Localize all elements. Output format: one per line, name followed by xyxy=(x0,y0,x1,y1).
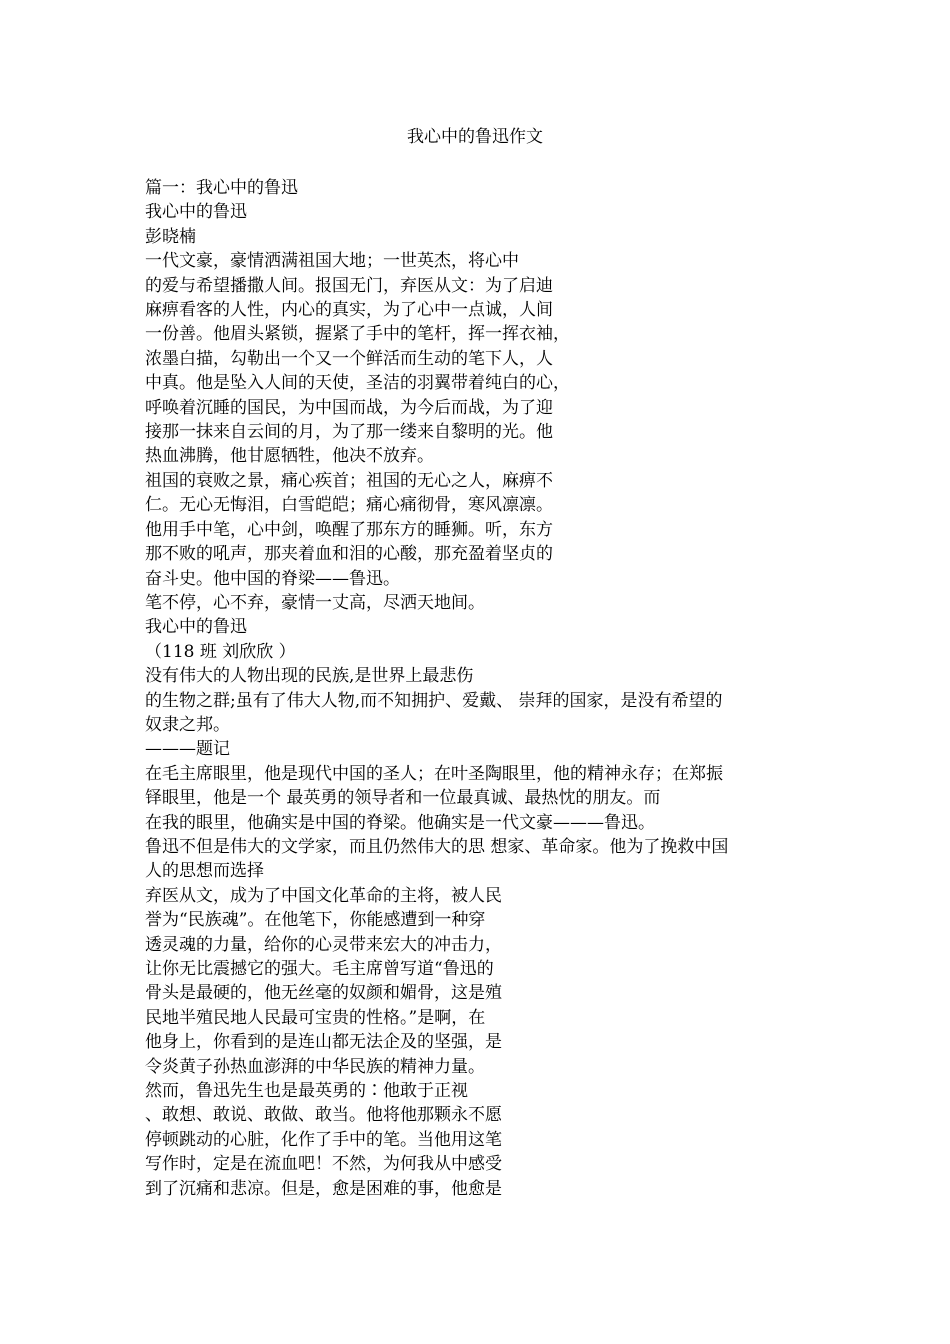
text-line: 我心中的鲁迅 xyxy=(145,202,247,223)
text-line: 麻痹看客的人性，内心的真实，为了心中一点诚，人间 xyxy=(145,300,553,321)
text-line: 弃医从文，成为了中国文化革命的主将，被人民 xyxy=(145,885,502,906)
text-line: 篇一：我心中的鲁迅 xyxy=(145,178,298,198)
text-line: 写作时，定是在流血吧！不然，为何我从中感受 xyxy=(145,1154,502,1175)
text-line: （118 班 刘欣欣 ） xyxy=(145,641,296,662)
text-line: 呼唤着沉睡的国民，为中国而战，为今后而战，为了迎 xyxy=(145,397,553,418)
text-line: 一代文豪，豪情洒满祖国大地；一世英杰，将心中 xyxy=(145,251,519,272)
text-line: 然而，鲁迅先生也是最英勇的∶他敢于正视 xyxy=(145,1081,468,1102)
text-line: 彭晓楠 xyxy=(145,226,196,247)
text-line: 浓墨白描，勾勒出一个又一个鲜活而生动的笔下人，人 xyxy=(145,348,553,369)
text-line: 、敢想、敢说、敢做、敢当。他将他那颗永不愿 xyxy=(145,1105,502,1126)
text-line: 鲁迅不但是伟大的文学家，而且仍然伟大的思 想家、革命家。他为了挽救中国 xyxy=(145,836,729,857)
text-line: 奴隶之邦。 xyxy=(145,714,230,735)
text-line: 令炎黄子孙热血澎湃的中华民族的精神力量。 xyxy=(145,1056,485,1077)
text-line: ———题记 xyxy=(145,739,230,760)
text-line: 祖国的衰败之景，痛心疾首；祖国的无心之人，麻痹不 xyxy=(145,470,553,491)
text-line: 奋斗史。他中国的脊梁——鲁迅。 xyxy=(145,568,400,589)
text-line: 热血沸腾，他甘愿牺牲，他决不放弃。 xyxy=(145,446,434,467)
text-line: 在毛主席眼里，他是现代中国的圣人；在叶圣陶眼里，他的精神永存；在郑振 xyxy=(145,763,723,784)
document-title: 我心中的鲁迅作文 xyxy=(407,127,543,147)
text-line: 一份善。他眉头紧锁，握紧了手中的笔杆，挥一挥衣袖， xyxy=(145,324,570,345)
text-line: 骨头是最硬的，他无丝毫的奴颜和媚骨，这是殖 xyxy=(145,983,502,1004)
text-line: 让你无比震撼它的强大。毛主席曾写道“鲁迅的 xyxy=(145,959,494,979)
text-line: 他身上，你看到的是连山都无法企及的坚强，是 xyxy=(145,1032,502,1053)
text-line: 没有伟大的人物出现的民族,是世界上最悲伤 xyxy=(145,666,474,687)
text-line: 仁。无心无悔泪，白雪皑皑；痛心痛彻骨，寒风凛凛。 xyxy=(145,495,553,516)
text-line: 停顿跳动的心脏，化作了手中的笔。当他用这笔 xyxy=(145,1129,502,1150)
text-line: 笔不停，心不弃，豪情一丈高，尽洒天地间。 xyxy=(145,592,485,613)
text-line: 民地半殖民地人民最可宝贵的性格。”是啊，在 xyxy=(145,1007,486,1028)
text-line: 人的思想而选择 xyxy=(145,861,264,882)
text-line: 的生物之群;虽有了伟大人物,而不知拥护、爱戴、 崇拜的国家，是没有希望的 xyxy=(145,690,723,711)
text-line: 铎眼里，他是一个 最英勇的领导者和一位最真诚、最热忱的朋友。而 xyxy=(145,788,661,809)
text-line: 接那一抹来自云间的月，为了那一缕来自黎明的光。他 xyxy=(145,422,553,443)
text-line: 誉为“民族魂”。在他笔下，你能感遭到一种穿 xyxy=(145,910,486,931)
text-line: 中真。他是坠入人间的天使，圣洁的羽翼带着纯白的心， xyxy=(145,373,570,394)
text-line: 那不败的吼声，那夹着血和泪的心酸，那充盈着坚贞的 xyxy=(145,544,553,565)
text-line: 到了沉痛和悲凉。但是，愈是困难的事，他愈是 xyxy=(145,1178,502,1199)
text-line: 我心中的鲁迅 xyxy=(145,617,247,638)
document-body xyxy=(145,176,845,1201)
text-line: 他用手中笔，心中剑，唤醒了那东方的睡狮。听，东方 xyxy=(145,519,553,540)
text-line: 的爱与希望播撒人间。报国无门，弃医从文：为了启迪 xyxy=(145,275,553,296)
text-line: 在我的眼里，他确实是中国的脊梁。他确实是一代文豪———鲁迅。 xyxy=(145,812,655,833)
text-line: 透灵魂的力量，给你的心灵带来宏大的冲击力， xyxy=(145,934,502,955)
